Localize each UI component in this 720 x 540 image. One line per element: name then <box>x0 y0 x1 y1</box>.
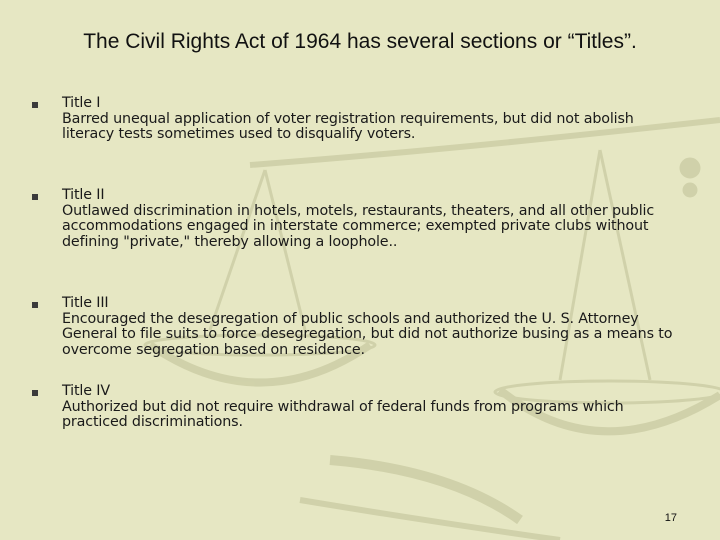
list-item-text <box>62 384 682 431</box>
item-body: Encouraged the desegregation of public schools and authorized the U. S. Attorney General to file suits to force desegregation, but did not authorize busing as a means to overcome segregation based on residence. <box>62 310 673 358</box>
list-item-text <box>62 188 682 250</box>
item-body: Authorized but did not require withdrawal of federal funds from programs which practiced discriminations. <box>62 398 624 430</box>
square-bullet-icon <box>32 102 38 108</box>
page-number: 17 <box>664 512 677 524</box>
item-heading: Title III <box>62 295 109 311</box>
list-item-text <box>62 296 682 358</box>
item-body: Outlawed discrimination in hotels, motels, restaurants, theaters, and all other public accommodations engaged in interstate commerce; exempted private clubs without defining "private," thereby allowing a loophole.. <box>62 202 655 250</box>
slide-title: The Civil Rights Act of 1964 has several sections or “Titles”. <box>83 30 637 53</box>
square-bullet-icon <box>32 390 38 396</box>
square-bullet-icon <box>32 302 38 308</box>
item-body: Barred unequal application of voter registration requirements, but did not abolish literacy tests sometimes used to disqualify voters. <box>62 110 634 142</box>
list-item-text <box>62 96 682 143</box>
item-heading: Title IV <box>62 383 110 399</box>
square-bullet-icon <box>32 194 38 200</box>
item-heading: Title II <box>62 187 105 203</box>
item-heading: Title I <box>62 95 101 111</box>
